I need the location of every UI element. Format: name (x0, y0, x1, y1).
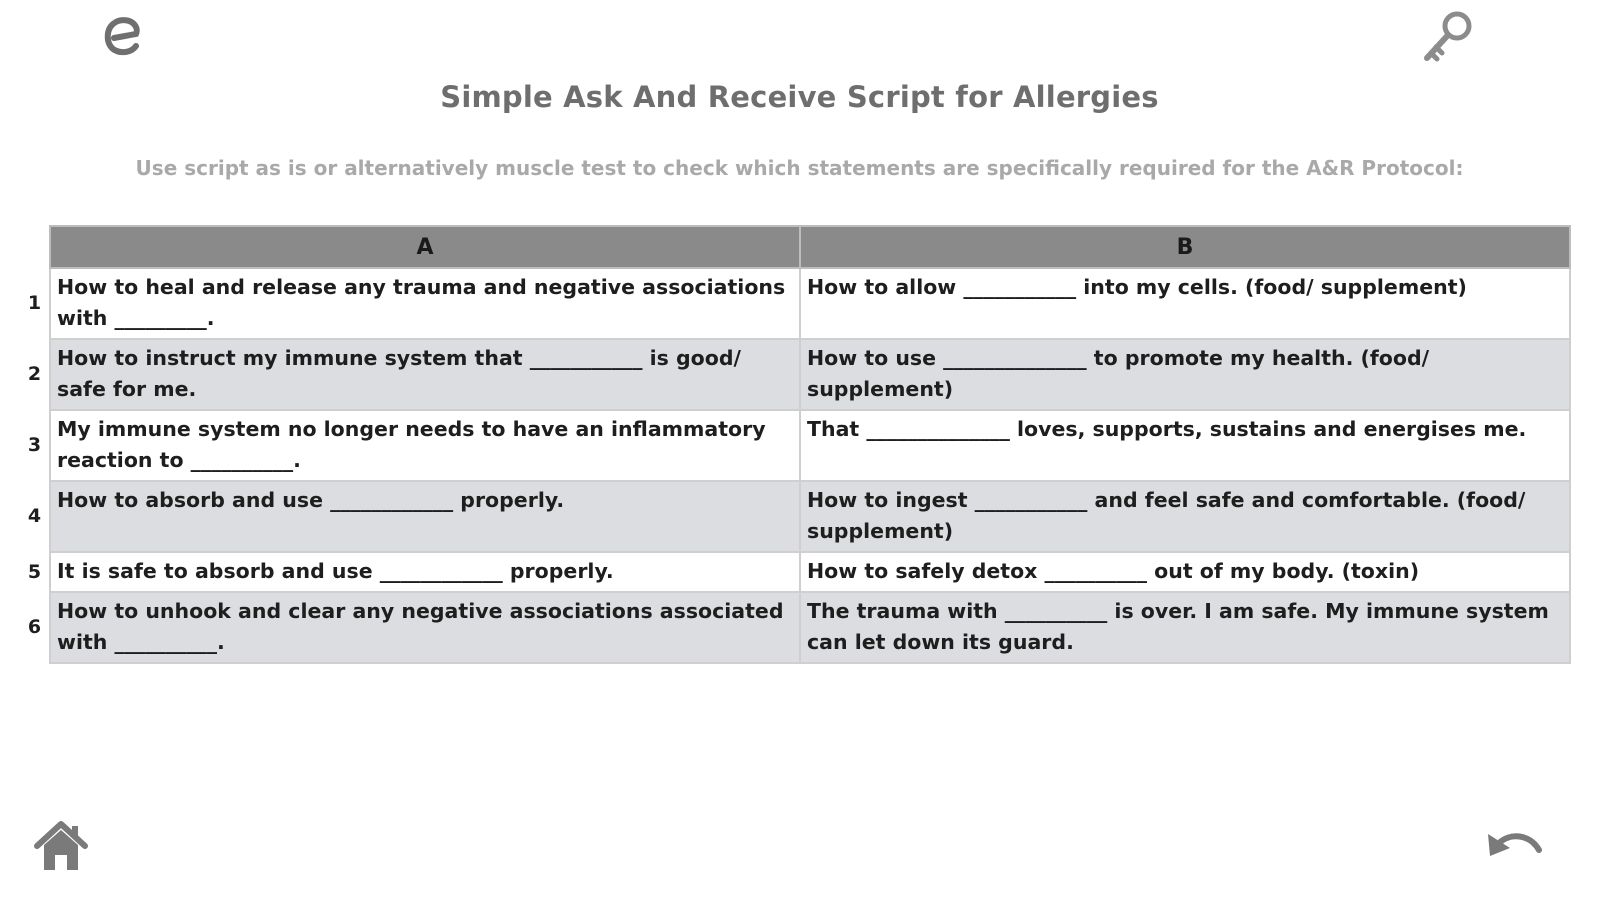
page-title: Simple Ask And Receive Script for Allergies (440, 80, 1159, 114)
table-cell-b: How to use ______________ to promote my health. (food/ supplement) (800, 339, 1570, 410)
table-row (20, 592, 1570, 663)
table-cell-a: My immune system no longer needs to have an inflammatory reaction to __________. (50, 410, 800, 481)
table-header-row (20, 226, 1570, 268)
script-table (20, 225, 1570, 664)
table-cell-b: That ______________ loves, supports, sustains and energises me. (800, 410, 1570, 481)
row-number: 5 (20, 552, 50, 592)
table-cell-a: How to instruct my immune system that ___________ is good/ safe for me. (50, 339, 800, 410)
table-cell-b: How to ingest ___________ and feel safe and comfortable. (food/ supplement) (800, 481, 1570, 552)
row-number-header (20, 226, 50, 268)
table-row (20, 481, 1570, 552)
row-number: 6 (20, 592, 50, 663)
table-cell-b: The trauma with __________ is over. I am safe. My immune system can let down its guard. (800, 592, 1570, 663)
column-header-a: A (50, 226, 800, 268)
undo-icon[interactable] (1482, 822, 1548, 874)
table-row (20, 339, 1570, 410)
row-number: 4 (20, 481, 50, 552)
key-icon[interactable] (1412, 6, 1482, 68)
table-cell-b: How to safely detox __________ out of my body. (toxin) (800, 552, 1570, 592)
row-number: 2 (20, 339, 50, 410)
table-row (20, 552, 1570, 592)
table-cell-a: How to heal and release any trauma and negative associations with _________. (50, 268, 800, 339)
e-logo-icon[interactable] (95, 8, 151, 64)
table-cell-a: It is safe to absorb and use ____________ properly. (50, 552, 800, 592)
column-header-b: B (800, 226, 1570, 268)
table-row (20, 268, 1570, 339)
page-subtitle: Use script as is or alternatively muscle test to check which statements are specifically required for the A&R Protocol: (135, 156, 1464, 180)
table-cell-a: How to absorb and use ____________ properly. (50, 481, 800, 552)
table-cell-a: How to unhook and clear any negative associations associated with __________. (50, 592, 800, 663)
table-row (20, 410, 1570, 481)
home-icon[interactable] (30, 815, 92, 877)
row-number: 1 (20, 268, 50, 339)
row-number: 3 (20, 410, 50, 481)
table-cell-b: How to allow ___________ into my cells. (food/ supplement) (800, 268, 1570, 339)
